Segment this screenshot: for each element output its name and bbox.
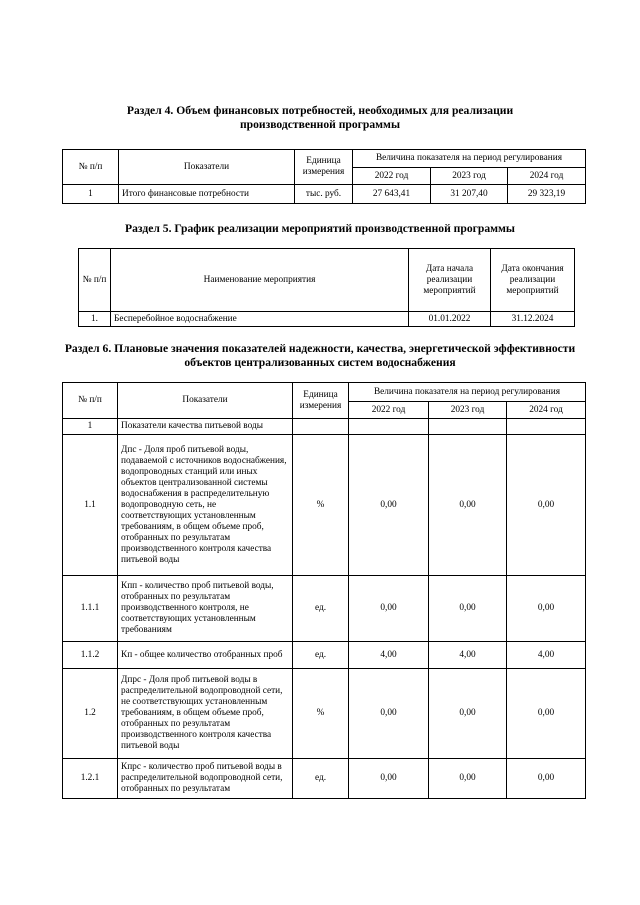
table-row <box>63 759 586 799</box>
row-num: 1.1.1 <box>63 576 118 642</box>
col-header-indicator: Показатели <box>118 383 293 419</box>
row-value-2023: 31 207,40 <box>431 185 508 204</box>
row-num: 1.2 <box>63 669 118 759</box>
indicators-table <box>62 382 586 799</box>
row-value-2022: 4,00 <box>349 642 429 669</box>
section5-heading <box>60 222 580 236</box>
row-indicator: Кпрс - количество проб питьевой воды в распределительной водопроводной сети, отобранных по результатам <box>118 759 293 799</box>
col-header-year-2022: 2022 год <box>349 402 429 419</box>
unit-line1: Единица <box>306 156 341 166</box>
col-header-num: № п/п <box>63 150 119 185</box>
row-value-2024: 0,00 <box>507 669 586 759</box>
schedule-table <box>78 248 575 327</box>
row-end: 31.12.2024 <box>491 312 575 327</box>
unit-line1: Единица <box>303 389 338 400</box>
section4-title-line1: Раздел 4. Объем финансовых потребностей, необходимых для реализации <box>126 104 514 117</box>
col-header-year-2023: 2023 год <box>429 402 507 419</box>
row-indicator: Дпрс - Доля проб питьевой воды в распределительной водопроводной сети, не соответствующих установленным требованиям, в общем объеме проб, отобранных по результатам производственного контроля качества питьевой воды <box>118 669 293 759</box>
row-name: Бесперебойное водоснабжение <box>111 312 409 327</box>
table-row <box>63 669 586 759</box>
row-indicator: Дпс - Доля проб питьевой воды, подаваемой с источников водоснабжения, водопроводных станций или иных объектов централизованной системы водоснабжения в распределительную водопроводную сеть, не соответствующих установленным требованиям, в общем объеме проб, отобранных по результатам производственного контроля качества питьевой воды <box>118 435 293 576</box>
row-value-2024: 29 323,19 <box>508 185 586 204</box>
row-unit: % <box>293 669 349 759</box>
col-header-end: Дата окончания реализации мероприятий <box>491 249 575 312</box>
row-value-2022: 27 643,41 <box>353 185 431 204</box>
row-num: 1.1.2 <box>63 642 118 669</box>
col-header-year-2024: 2024 год <box>508 168 586 185</box>
row-value-2023: 0,00 <box>429 576 507 642</box>
row-value-2022: 0,00 <box>349 435 429 576</box>
table-row <box>63 185 586 204</box>
group-label: Показатели качества питьевой воды <box>118 419 293 435</box>
table-row <box>63 576 586 642</box>
row-value-2023: 0,00 <box>429 669 507 759</box>
row-value-2023: 4,00 <box>429 642 507 669</box>
col-header-unit <box>295 150 353 185</box>
col-header-indicator: Показатели <box>119 150 295 185</box>
row-value-2022: 0,00 <box>349 669 429 759</box>
section6-title-line1: Раздел 6. Плановые значения показателей надежности, качества, энергетической эффективности <box>64 342 576 355</box>
row-indicator: Кп - общее количество отобранных проб <box>118 642 293 669</box>
row-unit: % <box>293 435 349 576</box>
table-row <box>63 435 586 576</box>
group-row <box>63 419 586 435</box>
row-value-2022: 0,00 <box>349 759 429 799</box>
row-num: 1.2.1 <box>63 759 118 799</box>
section4-title-line2: производственной программы <box>239 118 401 131</box>
col-header-year-2023: 2023 год <box>431 168 508 185</box>
row-value-2022: 0,00 <box>349 576 429 642</box>
row-value-2024: 0,00 <box>507 759 586 799</box>
row-value-2023: 0,00 <box>429 759 507 799</box>
section5-title: Раздел 5. График реализации мероприятий производственной программы <box>125 222 515 235</box>
col-header-period: Величина показателя на период регулирования <box>349 383 586 402</box>
section6-title-line2: объектов централизованных систем водоснабжения <box>184 356 456 369</box>
row-num: 1 <box>63 185 119 204</box>
row-num: 1. <box>79 312 111 327</box>
col-header-name: Наименование мероприятия <box>111 249 409 312</box>
row-value-2023: 0,00 <box>429 435 507 576</box>
section6-heading <box>40 342 600 370</box>
col-header-year-2024: 2024 год <box>507 402 586 419</box>
table-row <box>63 642 586 669</box>
group-num: 1 <box>63 419 118 435</box>
row-start: 01.01.2022 <box>409 312 491 327</box>
col-header-num: № п/п <box>63 383 118 419</box>
row-value-2024: 4,00 <box>507 642 586 669</box>
table-row <box>79 312 575 327</box>
row-indicator: Итого финансовые потребности <box>119 185 295 204</box>
unit-line2: измерения <box>302 167 345 177</box>
unit-line2: измерения <box>299 400 342 411</box>
col-header-start: Дата начала реализации мероприятий <box>409 249 491 312</box>
col-header-year-2022: 2022 год <box>353 168 431 185</box>
row-num: 1.1 <box>63 435 118 576</box>
row-value-2024: 0,00 <box>507 435 586 576</box>
section4-heading <box>60 104 580 132</box>
row-unit: ед. <box>293 576 349 642</box>
row-unit: ед. <box>293 642 349 669</box>
col-header-period: Величина показателя на период регулирования <box>353 150 586 168</box>
row-unit: ед. <box>293 759 349 799</box>
col-header-unit <box>293 383 349 419</box>
col-header-num: № п/п <box>79 249 111 312</box>
row-value-2024: 0,00 <box>507 576 586 642</box>
financial-needs-table <box>62 149 586 204</box>
row-unit: тыс. руб. <box>295 185 353 204</box>
row-indicator: Кпп - количество проб питьевой воды, отобранных по результатам производственного контроля, не соответствующих установленным требованиям <box>118 576 293 642</box>
